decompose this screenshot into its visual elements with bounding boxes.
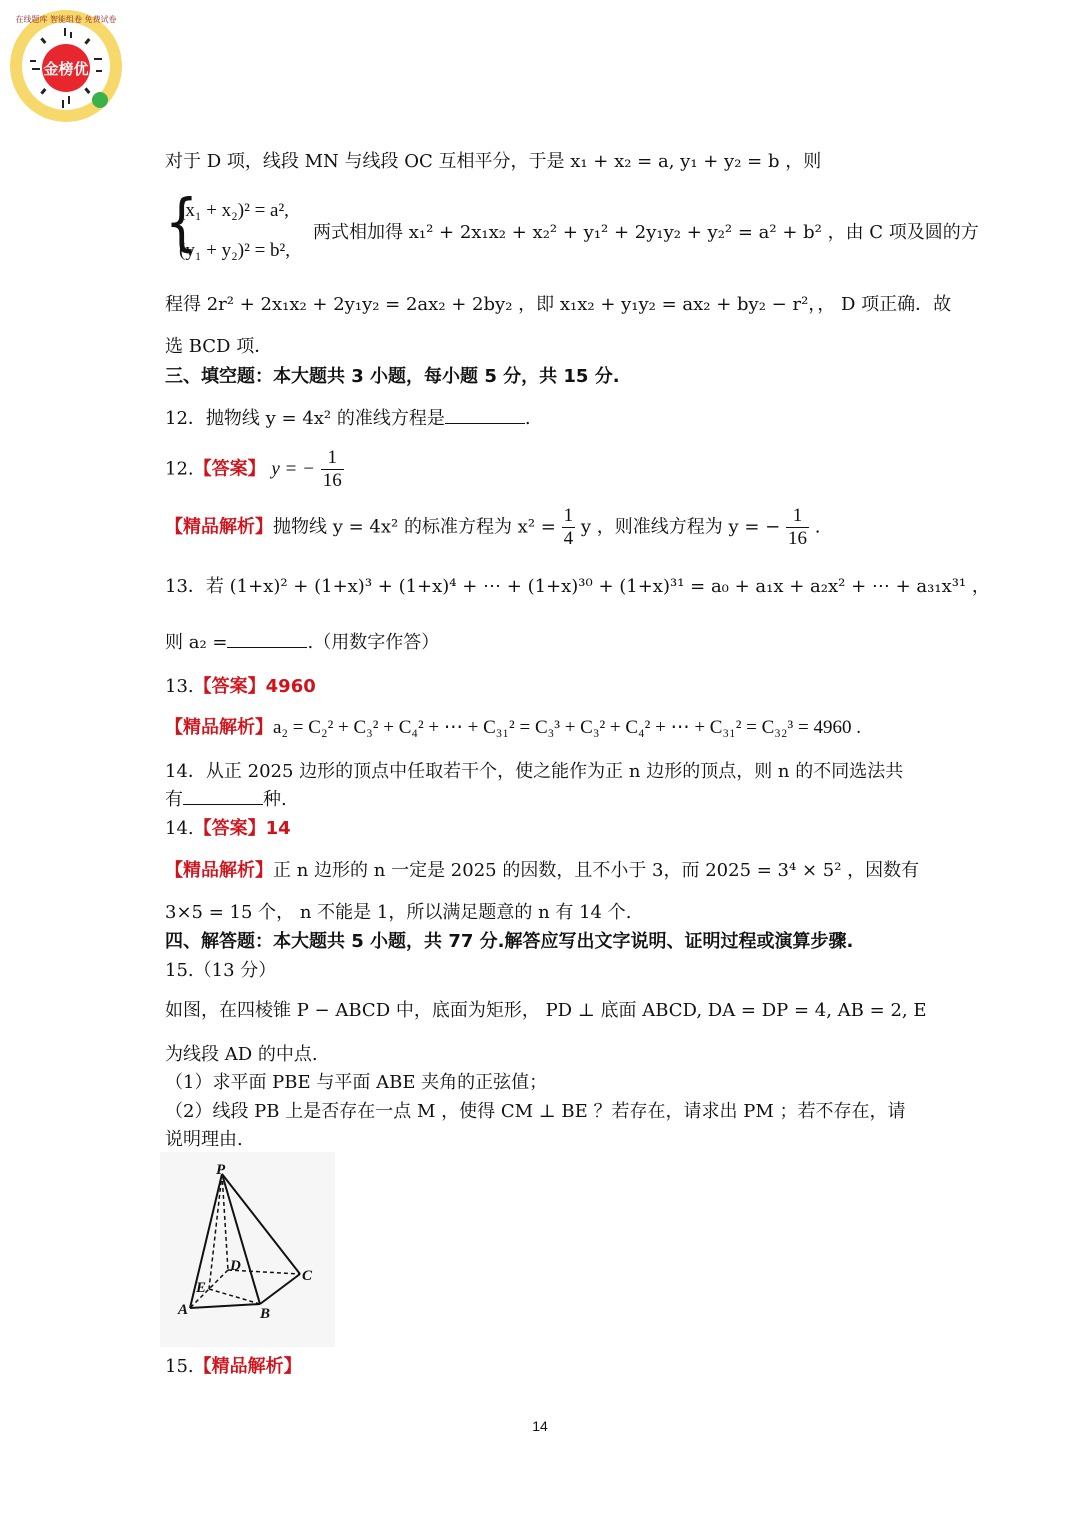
s12-line — [165, 505, 820, 550]
s12-fraction-2: $\frac{1}{16}$ — [787, 505, 807, 549]
a13-number: 13. — [165, 676, 194, 697]
s13-text: a₂ = C₂² + C₃² + C₄² + ⋯ + C₃₁² = C₃³ + C₃² + C₄² + ⋯ + C₃₁² = C₃₂³ = 4960 . — [273, 717, 861, 738]
choose-line: 选 BCD 项． — [165, 336, 273, 357]
a12-number: 12. — [165, 458, 194, 480]
a12-lhs: y = − — [271, 458, 315, 480]
s12-fraction-1: $\frac{1}{4}$ — [563, 505, 574, 549]
q13-line1: 13．若 (1+x)² + (1+x)³ + (1+x)⁴ + ⋯ + (1+x)³⁰ + (1+x)³¹ = a₀ + a₁x + a₂x² + ⋯ + a₃₁x³¹ ， — [165, 576, 990, 597]
pyramid-figure — [160, 1152, 335, 1347]
a15-number: 15. — [165, 1356, 194, 1377]
q15-head: 15.（13 分） — [165, 960, 277, 981]
system-brace: { — [165, 187, 199, 259]
q15-sub3: 说明理由. — [165, 1129, 243, 1150]
q15-sub2: （2）线段 PB 上是否存在一点 M ，使得 CM ⊥ BE ？若存在，请求出 PM ；若不存在，请 — [165, 1101, 906, 1122]
s14-line — [165, 856, 919, 882]
q13-blank — [227, 633, 307, 648]
q15-text1: 如图，在四棱锥 P − ABCD 中，底面为矩形， PD ⊥ 底面 ABCD, DA = DP = 4, AB = 2, E — [165, 1000, 927, 1021]
s12-tag: 【精品解析】 — [165, 516, 273, 538]
a14-number: 14. — [165, 818, 194, 839]
section3-heading: 三、填空题：本大题共 3 小题，每小题 5 分，共 15 分. — [165, 366, 620, 387]
equation-line: 程得 2r² + 2x₁x₂ + 2y₁y₂ = 2ax₂ + 2by₂ ，即 x₁x₂ + y₁y₂ = ax₂ + by₂ − r²，， D 项正确．故 — [165, 294, 952, 315]
system-tail: 两式相加得 x₁² + 2x₁x₂ + x₂² + y₁² + 2y₁y₂ + y₂² = a² + b² ，由 C 项及圆的方 — [313, 222, 979, 243]
q15-sub1: （1）求平面 PBE 与平面 ABE 夹角的正弦值； — [165, 1072, 548, 1093]
q14-line2 — [165, 785, 287, 811]
s12-text3: . — [814, 516, 821, 538]
brand-logo — [8, 8, 124, 124]
s12-text2: y ，则准线方程为 y = − — [580, 516, 781, 538]
a14-line — [165, 814, 291, 840]
q12-line — [165, 404, 531, 430]
q15-text2: 为线段 AD 的中点. — [165, 1044, 318, 1065]
q14-line1: 14．从正 2025 边形的顶点中任取若干个，使之能作为正 n 边形的顶点，则 n 的不同选法共 — [165, 761, 904, 782]
s14-line2: 3×5 = 15 个， n 不能是 1，所以满足题意的 n 有 14 个. — [165, 902, 632, 923]
label-A: A — [178, 1302, 189, 1318]
q14-prefix: 有 — [165, 789, 183, 810]
s12-text1: 抛物线 y = 4x² 的标准方程为 x² = — [273, 516, 556, 538]
a14-tag: 【答案】14 — [193, 818, 291, 839]
s14-text: 正 n 边形的 n 一定是 2025 的因数，且不小于 3，而 2025 = 3⁴ × 5² ，因数有 — [273, 860, 920, 881]
system-row-1: (x₁ + x₂)² = a², — [179, 200, 289, 221]
logo-center-text: 金榜优 — [43, 60, 89, 78]
label-B: B — [260, 1306, 271, 1322]
system-row-2: (y₁ + y₂)² = b², — [179, 240, 290, 261]
a12-line — [165, 447, 344, 492]
label-C: C — [302, 1268, 313, 1284]
a13-tag: 【答案】4960 — [193, 676, 316, 697]
s14-tag: 【精品解析】 — [165, 860, 273, 881]
q13-suffix: .（用数字作答） — [307, 632, 440, 653]
d-item-text: 对于 D 项，线段 MN 与线段 OC 互相平分，于是 x₁ + x₂ = a, y₁ + y₂ = b ，则 — [165, 151, 822, 172]
q13-prefix: 则 a₂ = — [165, 632, 228, 653]
logo-ring-text: 在线题库 智能组卷 免费试卷 — [15, 15, 117, 24]
q12-prefix: 12．抛物线 y = 4x² 的准线方程是 — [165, 408, 445, 429]
q12-blank — [445, 409, 525, 424]
page-number: 14 — [532, 1418, 548, 1434]
q14-blank — [183, 790, 263, 805]
label-D: D — [230, 1258, 241, 1274]
a15-line — [165, 1352, 302, 1378]
q12-suffix: . — [524, 408, 531, 429]
q13-line2 — [165, 628, 439, 654]
section4-heading: 四、解答题：本大题共 5 小题，共 77 分.解答应写出文字说明、证明过程或演算步骤. — [165, 931, 854, 952]
a15-tag: 【精品解析】 — [193, 1356, 302, 1377]
a13-line — [165, 672, 316, 698]
q14-suffix: 种. — [263, 789, 287, 810]
s13-line — [165, 713, 861, 739]
s13-tag: 【精品解析】 — [165, 717, 273, 738]
a12-tag: 【答案】 — [193, 458, 266, 480]
label-E: E — [196, 1280, 207, 1296]
a12-fraction: $\frac{1}{16}$ — [322, 447, 342, 491]
label-P: P — [216, 1162, 226, 1178]
